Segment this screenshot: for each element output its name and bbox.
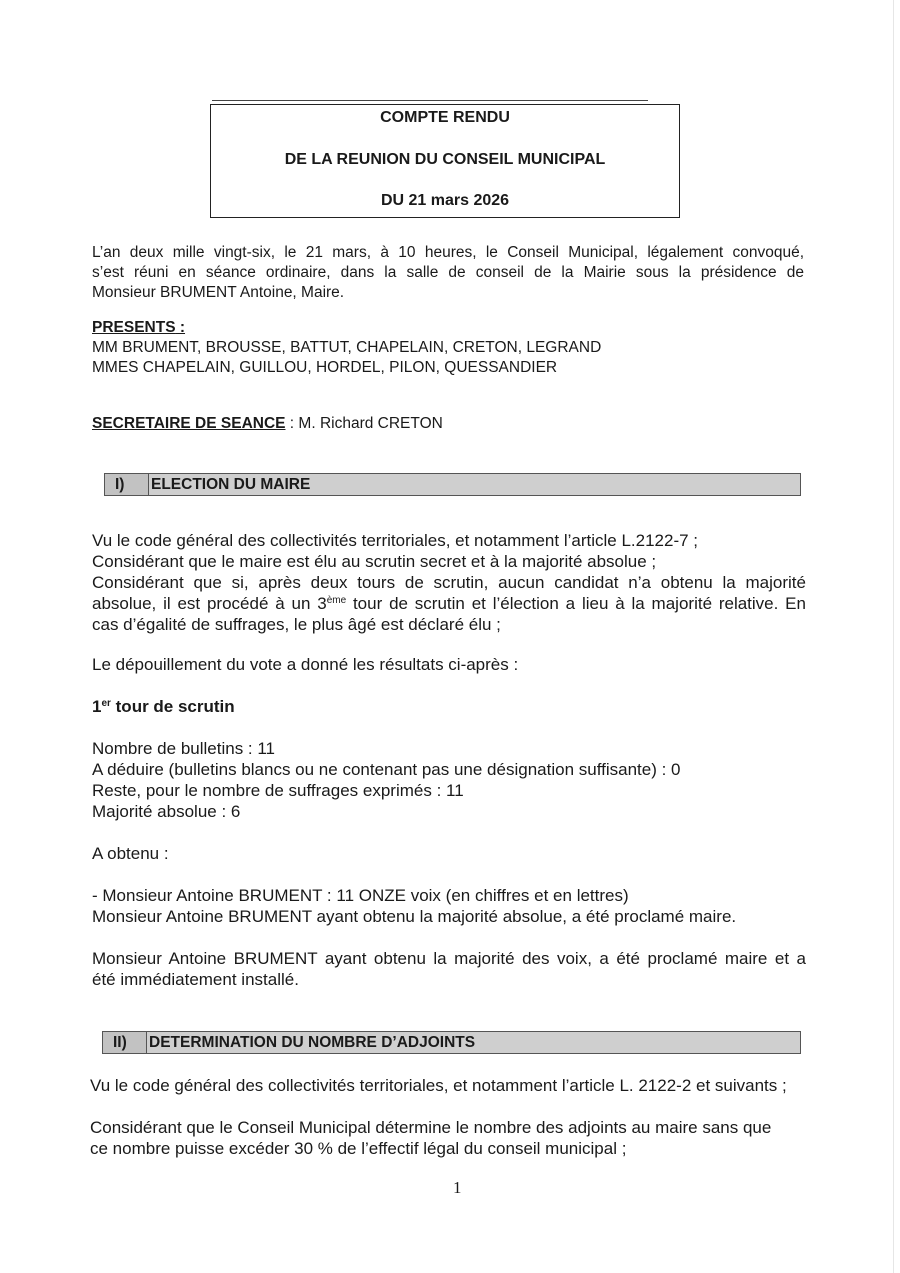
result-reste: Reste, pour le nombre de suffrages exprimés : 11 (92, 781, 464, 800)
first-round-heading: 1er tour de scrutin (92, 697, 235, 716)
section-1-number: I) (105, 474, 149, 495)
title-line-3: DU 21 mars 2026 (380, 192, 510, 209)
secretaire-label: SECRETAIRE DE SEANCE (92, 415, 286, 432)
obtenu-line: A obtenu : (92, 844, 169, 863)
result-deduire: A déduire (bulletins blancs ou ne contenant pas une désignation suffisante) : 0 (92, 760, 681, 779)
proclaimed-line: Monsieur Antoine BRUMENT ayant obtenu la majorité absolue, a été proclamé maire. (92, 907, 737, 926)
intro-paragraph (92, 243, 804, 303)
section-1-title: ELECTION DU MAIRE (151, 476, 311, 493)
title-box (210, 104, 680, 218)
section-2-considerant (90, 1117, 810, 1159)
intro-line-1: L’an deux mille vingt-six, le 21 mars, à 10 heures, le Conseil Municipal, légalement convoqué, (92, 244, 804, 261)
considerant-2-line-3: cas d’égalité de suffrages, le plus âgé est déclaré élu ; (92, 615, 501, 634)
final-line-2: été immédiatement installé. (92, 970, 299, 989)
title-top-rule (212, 100, 648, 101)
intro-line-3: Monsieur BRUMENT Antoine, Maire. (92, 284, 345, 301)
presents-colon: : (175, 319, 186, 336)
section-2-number: II) (103, 1032, 147, 1053)
section-1-considerants (92, 530, 806, 635)
result-majorite: Majorité absolue : 6 (92, 802, 241, 821)
section-2-considerant-line-1: Considérant que le Conseil Municipal détermine le nombre des adjoints au maire sans que (90, 1118, 772, 1137)
vu-code-line: Vu le code général des collectivités territoriales, et notamment l’article L.2122-7 ; (92, 531, 699, 550)
page-edge (893, 0, 894, 1273)
result-bulletins: Nombre de bulletins : 11 (92, 739, 276, 758)
section-2-vu: Vu le code général des collectivités territoriales, et notamment l’article L. 2122-2 et suivants ; (90, 1076, 787, 1095)
section-2-header (102, 1031, 801, 1054)
considerant-2-line-2: absolue, il est procédé à un 3ème tour de scrutin et l’élection a lieu à la majorité relative. En (92, 594, 806, 613)
considerant-1: Considérant que le maire est élu au scrutin secret et à la majorité absolue ; (92, 552, 657, 571)
secretaire-value: : M. Richard CRETON (285, 415, 443, 432)
vote-results (92, 738, 806, 822)
presents-men: MM BRUMENT, BROUSSE, BATTUT, CHAPELAIN, CRETON, LEGRAND (92, 339, 602, 356)
section-2-considerant-line-2: ce nombre puisse excéder 30 % de l’effectif légal du conseil municipal ; (90, 1139, 627, 1158)
section-1-header (104, 473, 801, 496)
candidate-block (92, 885, 806, 927)
title-line-2: DE LA REUNION DU CONSEIL MUNICIPAL (284, 151, 606, 168)
final-paragraph (92, 948, 806, 990)
candidate-votes: - Monsieur Antoine BRUMENT : 11 ONZE voix (en chiffres et en lettres) (92, 886, 629, 905)
final-line-1: Monsieur Antoine BRUMENT ayant obtenu la majorité des voix, a été proclamé maire et a (92, 949, 806, 968)
considerant-2-line-1: Considérant que si, après deux tours de scrutin, aucun candidat n’a obtenu la majorité (92, 573, 806, 592)
presents-block (92, 318, 804, 378)
depouillement-line: Le dépouillement du vote a donné les résultats ci-après : (92, 655, 519, 674)
title-line-1: COMPTE RENDU (380, 109, 510, 126)
presents-women: MMES CHAPELAIN, GUILLOU, HORDEL, PILON, QUESSANDIER (92, 359, 558, 376)
page-number: 1 (453, 1178, 462, 1197)
section-2-title: DETERMINATION DU NOMBRE D’ADJOINTS (149, 1034, 476, 1051)
presents-label: PRESENTS (92, 319, 176, 336)
superscript-eme: ème (326, 595, 347, 606)
intro-line-2: s’est réuni en séance ordinaire, dans la salle de conseil de la Mairie sous la présidence de (92, 264, 804, 281)
secretaire-block (92, 414, 804, 434)
